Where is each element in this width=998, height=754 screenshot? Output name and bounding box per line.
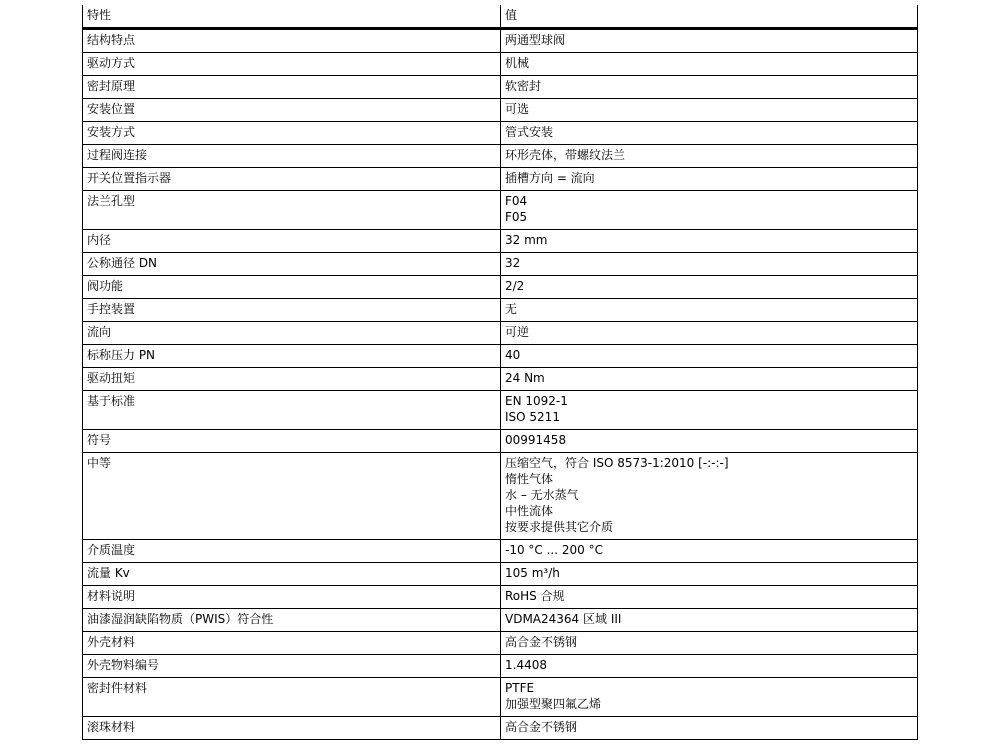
property-value-line: EN 1092-1: [505, 394, 568, 408]
property-name-cell: 流量 Kv: [83, 563, 501, 586]
property-value-cell: [501, 122, 918, 145]
property-name-cell: 法兰孔型: [83, 191, 501, 230]
property-value-cell: [501, 76, 918, 99]
property-value-cell: [501, 53, 918, 76]
table-row: [83, 145, 918, 168]
property-value-line: 40: [505, 348, 521, 362]
property-value-cell: [501, 563, 918, 586]
property-name-cell: 标称压力 PN: [83, 345, 501, 368]
property-value-cell: [501, 299, 918, 322]
property-value-line: 软密封: [505, 79, 542, 93]
property-value-line: 环形壳体，带螺纹法兰: [505, 148, 626, 162]
property-value-line: 可选: [505, 102, 530, 116]
table-row: [83, 391, 918, 430]
table-body: [83, 29, 918, 740]
property-value-line: -10 °C ... 200 °C: [505, 543, 603, 557]
table-row: [83, 717, 918, 740]
property-name-cell: 手控装置: [83, 299, 501, 322]
property-value-line: RoHS 合规: [505, 589, 565, 603]
property-name-cell: 结构特点: [83, 29, 501, 53]
property-value-line: 无: [505, 302, 518, 316]
table-row: [83, 430, 918, 453]
property-value-cell: [501, 276, 918, 299]
table-row: [83, 322, 918, 345]
property-name-cell: 油漆湿润缺陷物质（PWIS）符合性: [83, 609, 501, 632]
property-name-cell: 密封原理: [83, 76, 501, 99]
property-value-line: 2/2: [505, 279, 525, 293]
property-value-line: 中性流体: [505, 504, 554, 518]
table-row: [83, 540, 918, 563]
property-value-line: 高合金不锈钢: [505, 720, 578, 734]
table-row: [83, 29, 918, 53]
column-header-value: 值: [501, 5, 918, 29]
property-value-line: 可逆: [505, 325, 530, 339]
property-value-cell: [501, 368, 918, 391]
property-name-cell: 介质温度: [83, 540, 501, 563]
property-value-cell: [501, 717, 918, 740]
property-value-line: 105 m³/h: [505, 566, 560, 580]
property-name-cell: 外壳物料编号: [83, 655, 501, 678]
table-row: [83, 191, 918, 230]
property-name-cell: 滚珠材料: [83, 717, 501, 740]
property-name-cell: 流向: [83, 322, 501, 345]
spec-table: [82, 5, 918, 740]
property-value-cell: [501, 191, 918, 230]
property-name-cell: 外壳材料: [83, 632, 501, 655]
property-value-cell: [501, 345, 918, 368]
property-value-line: 32 mm: [505, 233, 548, 247]
property-value-cell: [501, 168, 918, 191]
property-value-cell: [501, 322, 918, 345]
table-row: [83, 168, 918, 191]
property-name-cell: 内径: [83, 230, 501, 253]
property-name-cell: 安装位置: [83, 99, 501, 122]
property-value-cell: [501, 391, 918, 430]
table-row: [83, 299, 918, 322]
property-name-cell: 开关位置指示器: [83, 168, 501, 191]
property-value-cell: [501, 430, 918, 453]
property-name-cell: 符号: [83, 430, 501, 453]
table-row: [83, 345, 918, 368]
property-value-line: 按要求提供其它介质: [505, 520, 614, 534]
table-row: [83, 453, 918, 540]
table-row: [83, 122, 918, 145]
property-value-line: 两通型球阀: [505, 33, 566, 47]
property-value-line: 1.4408: [505, 658, 547, 672]
property-name-cell: 阀功能: [83, 276, 501, 299]
property-value-cell: [501, 230, 918, 253]
property-name-cell: 基于标准: [83, 391, 501, 430]
property-name-cell: 公称通径 DN: [83, 253, 501, 276]
table-header-row: [83, 5, 918, 29]
table-row: [83, 655, 918, 678]
property-name-cell: 材料说明: [83, 586, 501, 609]
property-value-line: 惰性气体: [505, 472, 554, 486]
property-value-cell: [501, 29, 918, 53]
table-row: [83, 76, 918, 99]
property-value-cell: [501, 586, 918, 609]
property-value-cell: [501, 655, 918, 678]
table-row: [83, 253, 918, 276]
property-value-line: ISO 5211: [505, 410, 560, 424]
property-value-cell: [501, 678, 918, 717]
property-value-cell: [501, 253, 918, 276]
property-value-cell: [501, 632, 918, 655]
property-value-line: F04: [505, 194, 528, 208]
property-value-line: 00991458: [505, 433, 567, 447]
table-row: [83, 586, 918, 609]
property-value-line: 水 – 无水蒸气: [505, 488, 579, 502]
property-value-cell: [501, 540, 918, 563]
property-name-cell: 安装方式: [83, 122, 501, 145]
property-value-line: 32: [505, 256, 521, 270]
property-value-line: 管式安装: [505, 125, 554, 139]
table-row: [83, 609, 918, 632]
property-name-cell: 驱动扭矩: [83, 368, 501, 391]
table-row: [83, 563, 918, 586]
property-value-line: 压缩空气，符合 ISO 8573-1:2010 [-:-:-]: [505, 456, 729, 470]
property-value-line: PTFE: [505, 681, 535, 695]
property-name-cell: 密封件材料: [83, 678, 501, 717]
property-name-cell: 驱动方式: [83, 53, 501, 76]
table-row: [83, 632, 918, 655]
table-row: [83, 368, 918, 391]
table-row: [83, 99, 918, 122]
property-value-line: 机械: [505, 56, 530, 70]
table-row: [83, 230, 918, 253]
table-row: [83, 276, 918, 299]
property-value-line: 加强型聚四氟乙烯: [505, 697, 602, 711]
property-value-line: 高合金不锈钢: [505, 635, 578, 649]
property-value-line: 24 Nm: [505, 371, 545, 385]
table-row: [83, 53, 918, 76]
property-name-cell: 过程阀连接: [83, 145, 501, 168]
column-header-feature: 特性: [83, 5, 501, 29]
property-value-cell: [501, 453, 918, 540]
property-value-line: F05: [505, 210, 528, 224]
property-name-cell: 中等: [83, 453, 501, 540]
property-value-cell: [501, 609, 918, 632]
property-value-cell: [501, 99, 918, 122]
property-value-line: 插槽方向 = 流向: [505, 171, 595, 185]
table-row: [83, 678, 918, 717]
property-value-cell: [501, 145, 918, 168]
property-value-line: VDMA24364 区域 III: [505, 612, 622, 626]
